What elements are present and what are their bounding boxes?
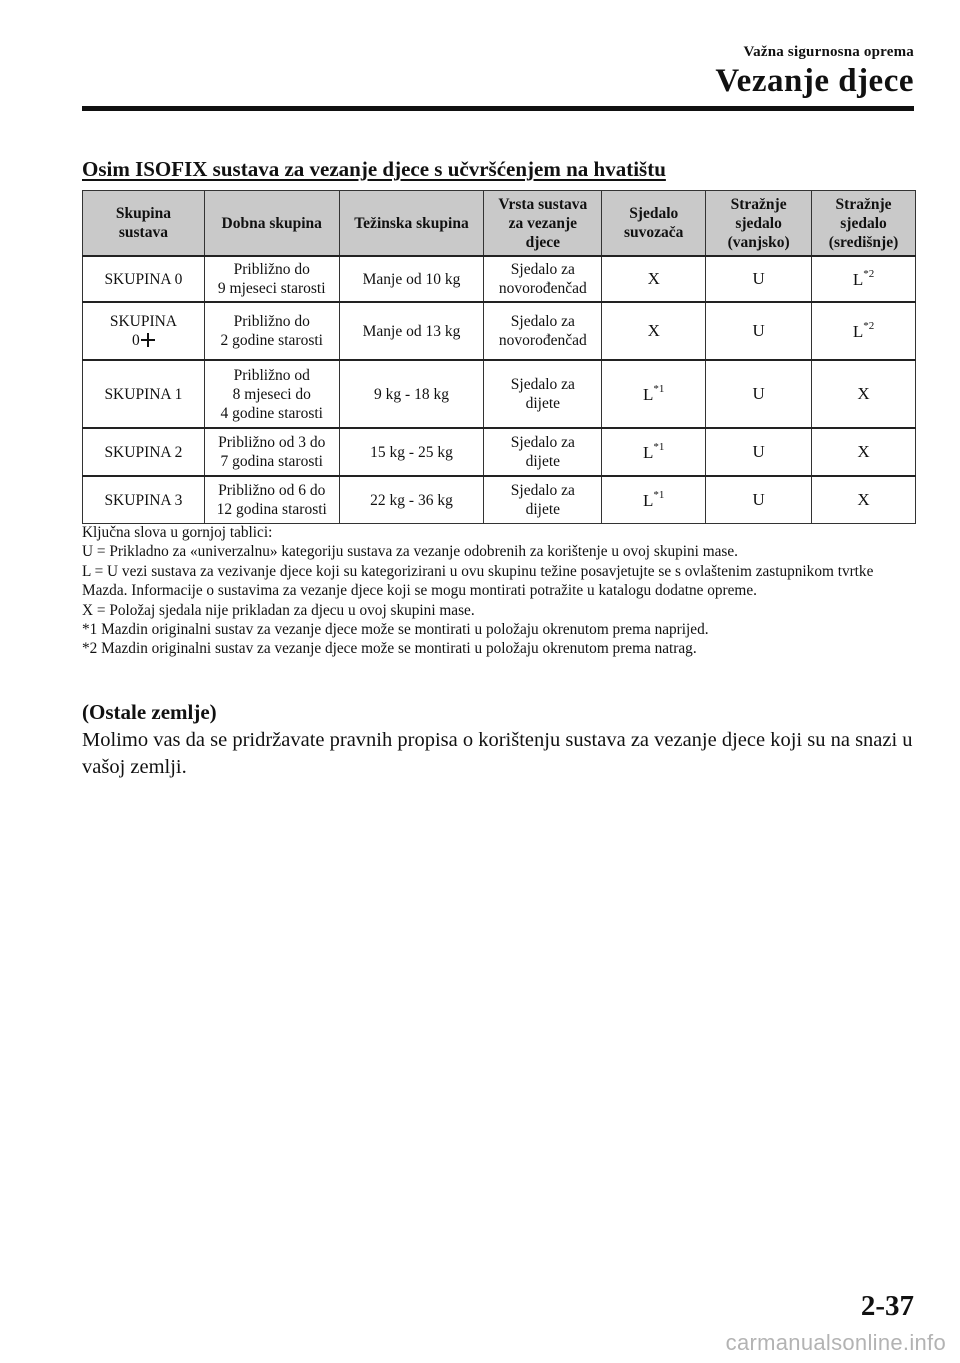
- seat-type-text: Sjedalo za: [510, 313, 575, 330]
- cell-rear-center: [812, 256, 916, 302]
- suitability-value: X: [647, 269, 660, 288]
- header-text: Težinska skupina: [354, 214, 469, 232]
- cell-seat-type: [484, 428, 602, 476]
- note-x: X = Položaj sjedala nije prikladan za djecu u ovoj skupini mase.: [82, 601, 475, 619]
- cell-front-passenger: [602, 360, 706, 428]
- header-text: suvozača: [624, 224, 684, 241]
- cell-rear-outer: [706, 476, 812, 524]
- cell-rear-outer: [706, 302, 812, 360]
- suitability-value: L: [643, 491, 654, 511]
- suitability-value: U: [752, 490, 765, 509]
- footnote-2: *2 Mazdin originalni sustav za vezanje djece može se montirati u položaju okrenutom prema natrag.: [82, 640, 697, 658]
- group-text: SKUPINA 3: [104, 491, 183, 509]
- cell-group: [83, 476, 205, 524]
- seat-type-text: Sjedalo za: [510, 482, 575, 499]
- footnote-ref: *1: [653, 489, 665, 502]
- table-row: [83, 256, 916, 302]
- age-text: 12 godina starosti: [216, 501, 327, 518]
- child-seat-table: [82, 190, 916, 524]
- suitability-value: X: [857, 490, 870, 509]
- cell-front-passenger: [602, 256, 706, 302]
- footnote-1: *1 Mazdin originalni sustav za vezanje djece može se montirati u položaju okrenutom prema naprijed.: [82, 621, 709, 639]
- table-row: [83, 428, 916, 476]
- footnote-ref: *1: [653, 383, 665, 396]
- suitability-value: U: [752, 384, 765, 403]
- suitability-value: L: [643, 385, 654, 405]
- header-text: sustava: [118, 224, 168, 241]
- header-text: djece: [525, 233, 561, 251]
- cell-front-passenger: [602, 428, 706, 476]
- cell-age: [204, 256, 339, 302]
- header-seat-type: [484, 191, 602, 257]
- age-text: 8 mjeseci do: [232, 385, 311, 403]
- seat-type-text: Sjedalo za: [510, 376, 575, 393]
- header-front-passenger-seat: [602, 191, 706, 257]
- table-header-row: [83, 191, 916, 257]
- seat-type-text: dijete: [525, 395, 561, 412]
- age-text: Približno do: [233, 313, 310, 330]
- notes-intro: Ključna slova u gornjoj tablici:: [82, 524, 273, 541]
- age-text: Približno do: [233, 261, 310, 278]
- watermark: carmanualsonline.info: [725, 1330, 946, 1355]
- table-row: [83, 302, 916, 360]
- header-text: Dobna skupina: [221, 214, 322, 232]
- cell-seat-type: [484, 302, 602, 360]
- header-text: Vrsta sustava: [498, 195, 588, 213]
- seat-type-text: Sjedalo za: [510, 261, 575, 278]
- cell-seat-type: [484, 360, 602, 428]
- seat-type-text: dijete: [525, 501, 561, 518]
- group-text: SKUPINA: [109, 313, 178, 330]
- table-row: [83, 360, 916, 428]
- header-weight-group: [339, 191, 484, 257]
- cell-front-passenger: [602, 476, 706, 524]
- cell-weight: 22 kg - 36 kg: [339, 476, 484, 524]
- cell-rear-outer: [706, 256, 812, 302]
- header-text: za vezanje: [508, 214, 578, 232]
- footnote-ref: *1: [653, 441, 665, 454]
- age-text: 7 godina starosti: [220, 453, 323, 470]
- cell-rear-center: [812, 476, 916, 524]
- cell-rear-center: [812, 428, 916, 476]
- seat-type-text: Sjedalo za: [510, 434, 575, 451]
- header-text: Stražnje: [730, 195, 787, 213]
- footnote-ref: *2: [863, 268, 875, 281]
- header-text: Sjedalo: [629, 205, 679, 222]
- header-rear-center-seat: [812, 191, 916, 257]
- age-text: 2 godine starosti: [220, 332, 323, 349]
- table-row: [83, 476, 916, 524]
- suitability-value: U: [752, 269, 765, 288]
- cell-weight: 9 kg - 18 kg: [339, 360, 484, 428]
- section-title: Osim ISOFIX sustava za vezanje djece s učvršćenjem na hvatištu: [82, 157, 666, 181]
- suitability-value: L: [852, 270, 864, 290]
- group-text: SKUPINA 0: [104, 270, 183, 288]
- cell-seat-type: [484, 476, 602, 524]
- group-text: SKUPINA 1: [104, 385, 183, 403]
- header-text: sjedalo: [735, 214, 782, 232]
- age-text: Približno od 6 do: [218, 482, 326, 499]
- header-age-group: [204, 191, 339, 257]
- header-system-group: [83, 191, 205, 257]
- age-text: Približno od: [233, 366, 310, 384]
- cell-age: [204, 428, 339, 476]
- seat-type-text: dijete: [525, 453, 561, 470]
- cell-age: [204, 476, 339, 524]
- header-rear-outer-seat: [706, 191, 812, 257]
- plus-icon: [141, 333, 155, 347]
- cell-rear-center: [812, 360, 916, 428]
- age-text: 4 godine starosti: [220, 404, 323, 422]
- other-countries-heading: (Ostale zemlje): [82, 700, 217, 724]
- header-divider: [82, 106, 914, 111]
- cell-group: [83, 428, 205, 476]
- cell-weight: Manje od 13 kg: [339, 302, 484, 360]
- cell-seat-type: [484, 256, 602, 302]
- header-text: (vanjsko): [727, 233, 790, 251]
- header-text: (središnje): [828, 233, 899, 251]
- footnote-ref: *2: [863, 320, 875, 333]
- note-u: U = Prikladno za «univerzalnu» kategoriju sustava za vezanje odobrenih za korištenje u ovoj skupini mase.: [82, 543, 739, 561]
- suitability-value: U: [752, 321, 765, 340]
- page-number: 2-37: [860, 1290, 914, 1322]
- cell-age: [204, 360, 339, 428]
- age-text: Približno od 3 do: [218, 434, 326, 451]
- cell-weight: Manje od 10 kg: [339, 256, 484, 302]
- cell-rear-outer: [706, 428, 812, 476]
- cell-age: [204, 302, 339, 360]
- cell-group: [83, 302, 205, 360]
- header-text: Stražnje: [835, 195, 892, 213]
- other-countries-text: Molimo vas da se pridržavate pravnih propisa o korištenju sustava za vezanje djece koji su na snazi u vašoj zemlji.: [82, 729, 913, 778]
- cell-group: [83, 256, 205, 302]
- suitability-value: X: [857, 442, 870, 461]
- age-text: 9 mjeseci starosti: [217, 280, 326, 297]
- suitability-value: X: [857, 384, 870, 403]
- cell-front-passenger: [602, 302, 706, 360]
- seat-type-text: novorođenčad: [498, 332, 587, 349]
- cell-weight: 15 kg - 25 kg: [339, 428, 484, 476]
- suitability-value: L: [643, 443, 654, 463]
- suitability-value: U: [752, 442, 765, 461]
- seat-type-text: novorođenčad: [498, 280, 587, 297]
- header-section-label: Važna sigurnosna oprema: [743, 44, 914, 60]
- table-notes: [82, 523, 920, 659]
- note-l: L = U vezi sustava za vezivanje djece koji su kategorizirani u ovu skupinu težine posavjetujte se s ovlaštenim zastupnikom tvrtke Mazda. Informacije o sustavima za vezanje djece koji se mogu montirati potražite u katalogu dodatne opreme.: [82, 562, 874, 600]
- suitability-value: L: [852, 322, 864, 342]
- cell-rear-center: [812, 302, 916, 360]
- cell-group: [83, 360, 205, 428]
- group-text: SKUPINA 2: [104, 443, 183, 461]
- cell-rear-outer: [706, 360, 812, 428]
- chapter-title: Vezanje djece: [715, 63, 914, 99]
- header-text: Skupina: [115, 205, 171, 222]
- suitability-value: X: [647, 321, 660, 340]
- header-text: sjedalo: [840, 214, 887, 232]
- group-text: 0: [132, 332, 140, 349]
